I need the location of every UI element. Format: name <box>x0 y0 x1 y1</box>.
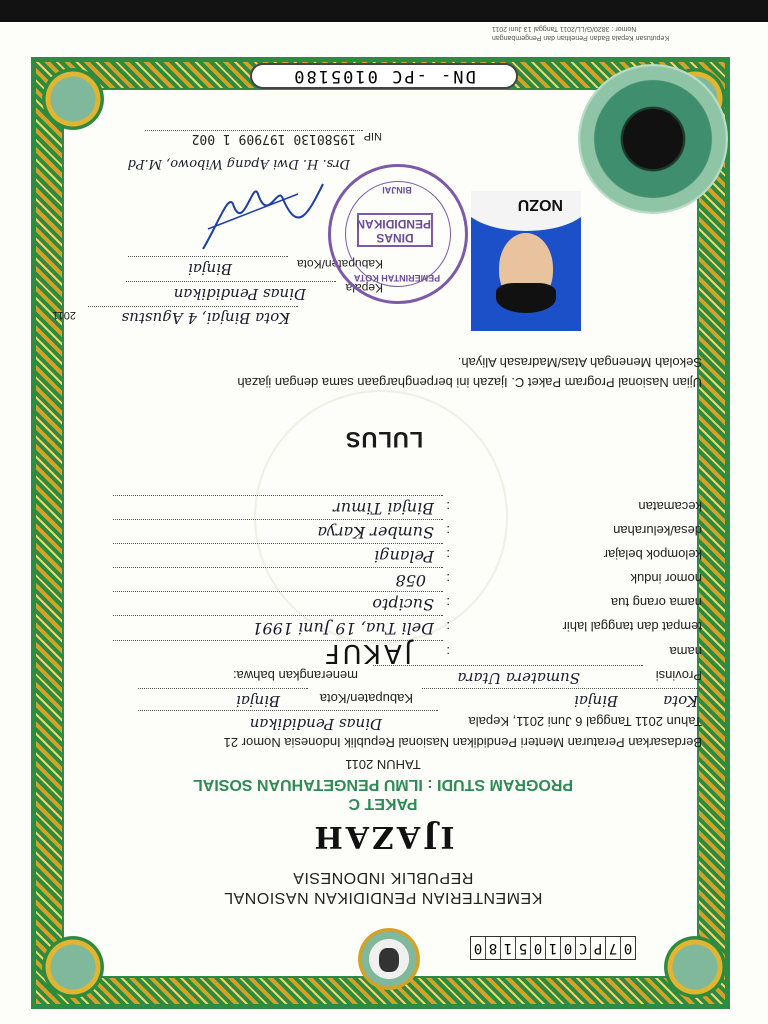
intro-line-3-hw-1: Kota <box>663 692 698 710</box>
package-label: PAKET C <box>348 795 418 812</box>
field-label-district: kecamatan <box>638 499 702 514</box>
head-label: Kepala <box>345 281 383 295</box>
student-photo <box>471 191 581 331</box>
signature-scribble-icon <box>198 164 328 254</box>
field-value-district: Binjai Timur <box>333 499 434 518</box>
stamp-box-line-2: PENDIDIKAN <box>356 217 431 231</box>
field-label-village: desa/kelurahan <box>613 523 702 538</box>
regency-handwritten: Binjai <box>188 260 232 278</box>
stamp-ring-bottom: BINJAI <box>382 185 412 195</box>
nip-label: NIP <box>363 130 382 142</box>
boxed-serial-number: 0 7 P C 0 1 0 5 1 8 0 <box>470 936 636 960</box>
field-label-parent: nama orang tua <box>610 595 702 610</box>
signing-place-date: Kota Binjai, 4 Agustus <box>121 309 290 327</box>
certificate-content: 0 7 P C 0 1 0 5 1 8 0 KEMENTERIAN PENDIDIKAN NASIONAL REPUBLIK INDONESIA IJAZAH PAKET C PROGRAM STUDI : ILMU PENGETAHUAN SOSIAL TAHUN 2011 Berdasarkan Peraturan Menteri Pendidikan Nasional Republik Indonesia Nomor 21 Tahun 2011 Tanggal 6 Juni 2011, Kepala Dinas Pendidikan Kota Binjai Kabupaten/Kota Binjai Provinsi Sumatera Utara menerangkan bahwa: nama : JAKUF tempat dan tanggal lahir : Deli Tua, 19 Juni 1991 nama orang tua : Sucipto nomor induk : 058 kelompok belajar : Pelangi desa/kelurahan : Sumber Karya kecamatan : Binjai Timur LULUS Ujian Nasional Program Paket C. Ijazah ini berpenghargaan sama dengan ijazah Sekolah Menengah Atas/Madrasah Aliyah. Kota Binjai, 4 Agustus 2011 Kepala Dinas Pendidikan Kabupaten/Kota Binjai Drs. H. Dwi Apang Wibowo, M.Pd NIP 19580130 197909 1 002 PEMERINTAH KOTA DINAS PENDIDIKAN BINJAI NOZU DN- -PC 0105180 <box>0 0 768 1024</box>
field-value-study-group: Pelangi <box>374 547 434 566</box>
equivalence-line-2: Sekolah Menengah Atas/Madrasah Aliyah. <box>457 355 702 370</box>
intro-line-1: Berdasarkan Peraturan Menteri Pendidikan Nasional Republik Indonesia Nomor 21 <box>223 735 702 750</box>
ministry-name: KEMENTERIAN PENDIDIKAN NASIONAL <box>223 889 543 906</box>
statement-label: menerangkan bahwa: <box>232 668 358 683</box>
field-label-student-id: nomor induk <box>630 571 702 586</box>
document-serial-badge <box>250 63 518 89</box>
document-title: IJAZAH <box>311 819 455 854</box>
document-serial-text: DN- -PC 0105180 <box>292 66 476 86</box>
field-value-birth: Deli Tua, 19 Juni 1991 <box>252 619 434 638</box>
nip-value: 19580130 197909 1 002 <box>191 131 356 146</box>
garuda-emblem-icon <box>354 924 424 994</box>
shirt-print: NOZU <box>517 196 563 213</box>
field-value-parent: Sucipto <box>372 595 434 614</box>
province-handwritten: Sumatera Utara <box>457 669 580 687</box>
intro-line-3-hw-3: Binjai <box>236 692 280 710</box>
stamp-box-line-1: DINAS <box>376 231 414 245</box>
office-handwritten: Dinas Pendidikan <box>173 285 306 303</box>
result-passed: LULUS <box>344 427 424 452</box>
field-label-study-group: kelompok belajar <box>603 547 702 562</box>
field-value-student-id: 058 <box>395 571 426 590</box>
decree-line-1: Keputusan Kepala Badan Penelitian dan Pengembangan <box>492 34 670 41</box>
signing-year: 2011 <box>52 309 76 321</box>
year-label: TAHUN 2011 <box>345 757 421 772</box>
province-label: Provinsi <box>655 668 702 683</box>
intro-line-3-hw-2: Binjai <box>574 692 618 710</box>
intro-line-3-label: Kabupaten/Kota <box>319 691 413 706</box>
field-label-birth: tempat dan tanggal lahir <box>562 619 702 634</box>
stamp-ring-top: PEMERINTAH KOTA <box>353 273 441 283</box>
regency-label: Kabupaten/Kota <box>296 257 383 271</box>
field-label-name: nama <box>669 644 702 659</box>
intro-line-2-handwritten: Dinas Pendidikan <box>249 715 382 733</box>
republic-name: REPUBLIK INDONESIA <box>292 869 474 886</box>
field-value-village: Sumber Karya <box>317 523 434 542</box>
equivalence-line-1: Ujian Nasional Program Paket C. Ijazah ini berpenghargaan sama dengan ijazah <box>237 375 702 390</box>
signer-name: Drs. H. Dwi Apang Wibowo, M.Pd <box>127 156 350 171</box>
field-value-name: JAKUF <box>321 638 412 668</box>
decree-line-2: Nomor : 3820/G/LL/2011 Tanggal 13 Juni 2011 <box>492 25 637 32</box>
official-stamp <box>328 164 468 304</box>
program-label: PROGRAM STUDI : ILMU PENGETAHUAN SOSIAL <box>192 776 574 793</box>
embossed-seal-icon <box>578 64 728 214</box>
intro-line-2-pre: Tahun 2011 Tanggal 6 Juni 2011, Kepala <box>468 714 702 729</box>
